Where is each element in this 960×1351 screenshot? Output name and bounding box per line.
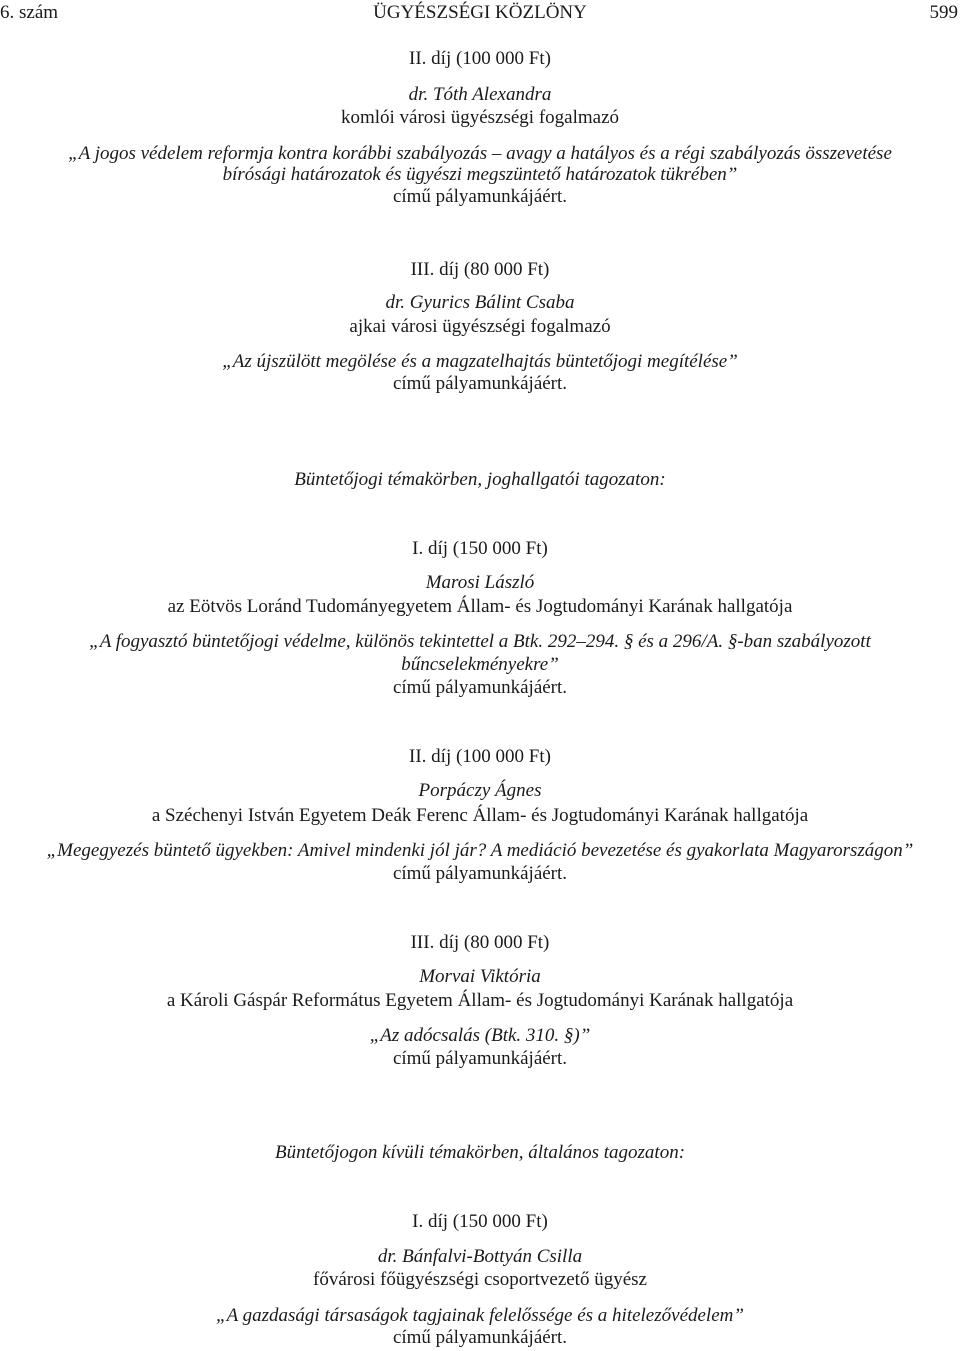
work-suffix: című pályamunkájáért. (392, 186, 568, 207)
awardee-affiliation: a Károli Gáspár Református Egyetem Állam- és Jogtudományi Karának hallgatója (166, 990, 794, 1011)
awardee-name: Porpáczy Ágnes (418, 780, 542, 801)
work-title-line: „A jogos védelem reformja kontra korábbi szabályozás – avagy a hatályos és a régi szabályozás összevetése (68, 143, 892, 164)
prize-label: II. díj (100 000 Ft) (409, 48, 551, 69)
awardee-affiliation: az Eötvös Loránd Tudományegyetem Állam- és Jogtudományi Karának hallgatója (167, 596, 793, 617)
work-suffix: című pályamunkájáért. (392, 863, 568, 884)
section-heading: Büntetőjogi témakörben, joghallgatói tagozaton: (294, 469, 666, 490)
prize-label: I. díj (150 000 Ft) (412, 1211, 548, 1232)
awardee-affiliation: fővárosi főügyészségi csoportvezető ügyész (313, 1269, 647, 1290)
awardee-name: dr. Bánfalvi-Bottyán Csilla (377, 1246, 583, 1267)
journal-title: ÜGYÉSZSÉGI KÖZLÖNY (373, 2, 587, 23)
prize-label: I. díj (150 000 Ft) (412, 538, 548, 559)
work-title-line: „A fogyasztó büntetőjogi védelme, különös tekintettel a Btk. 292–294. § és a 296/A. §-ban szabályozott (89, 631, 871, 652)
awardee-affiliation: ajkai városi ügyészségi fogalmazó (349, 316, 611, 337)
work-suffix: című pályamunkájáért. (392, 373, 568, 394)
prize-label: II. díj (100 000 Ft) (409, 746, 551, 767)
work-suffix: című pályamunkájáért. (392, 677, 568, 698)
awardee-name: dr. Gyurics Bálint Csaba (385, 292, 575, 313)
work-title-line: bűncselekményekre” (401, 654, 559, 675)
work-suffix: című pályamunkájáért. (392, 1048, 568, 1069)
awardee-name: Morvai Viktória (419, 966, 541, 987)
work-suffix: című pályamunkájáért. (392, 1327, 568, 1348)
page-number: 599 (929, 2, 958, 23)
awardee-affiliation: a Széchenyi István Egyetem Deák Ferenc Állam- és Jogtudományi Karának hallgatója (151, 805, 809, 826)
prize-label: III. díj (80 000 Ft) (410, 932, 550, 953)
awardee-name: Marosi László (425, 572, 535, 593)
prize-label: III. díj (80 000 Ft) (410, 259, 550, 280)
work-title-line: „Megegyezés büntető ügyekben: Amivel mindenki jól jár? A mediáció bevezetése és gyakorlata Magyarországon” (46, 840, 914, 861)
awardee-name: dr. Tóth Alexandra (408, 84, 552, 105)
section-heading: Büntetőjogon kívüli témakörben, általános tagozaton: (274, 1142, 686, 1163)
awardee-affiliation: komlói városi ügyészségi fogalmazó (340, 107, 620, 128)
issue-number: 6. szám (0, 2, 59, 23)
work-title-line: bírósági határozatok és ügyészi megszüntető határozatok tükrében” (222, 164, 738, 185)
work-title-line: „A gazdasági társaságok tagjainak felelőssége és a hitelezővédelem” (216, 1305, 744, 1326)
work-title-line: „Az újszülött megölése és a magzatelhajtás büntetőjogi megítélése” (222, 351, 738, 372)
work-title-line: „Az adócsalás (Btk. 310. §)” (369, 1025, 591, 1046)
